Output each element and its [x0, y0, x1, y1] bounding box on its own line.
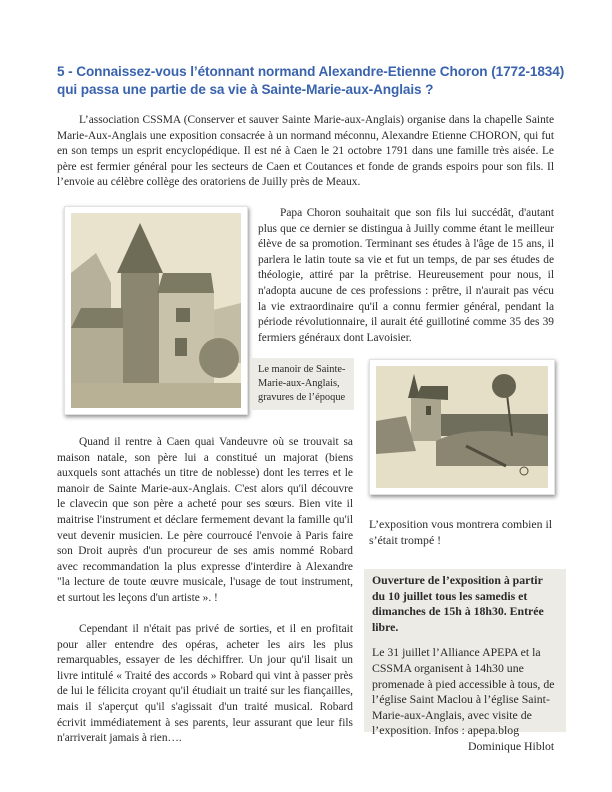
- article-title: 5 - Connaissez-vous l’étonnant normand Alexandre-Etienne Choron (1772-1834) qui passa une partie de sa vie à Sainte-Marie-aux-Anglais ?: [57, 64, 565, 97]
- walk-announcement: Le 31 juillet l’Alliance APEPA et la CSSMA organisent à 14h30 une promenade à pied accessible à tous, de l’église Saint Maclou à l’église Saint-Marie-aux-Anglais, avec visite de l’exposition. Infos : apepa.blog: [372, 645, 555, 738]
- manor-landscape-illustration: [376, 366, 548, 488]
- caen-return-paragraph: Quand il rentre à Caen quai Vandeuvre où se trouvait sa maison natale, son père lui a constitué un majorat (biens auxquels sont attachés un titre de noblesse) dont les terres et le manoir de Sainte Marie-aux-Anglais. C'est alors qu'il découvre le clavecin que son père a acheté pour ses sœurs. Bien vite il maitrise l'instrument et déclare fermement devant la famille qu'il veut devenir musicien. Le père courroucé l'envoie à Paris faire son Droit auprès d'un procureur de ses amis nommé Robard avec recommandation la plus expresse d'interdire à Alexandre "la lecture de toute œuvre musicale, l'usage de tout instrument, et surtout les leçons d'un artiste ». !: [57, 436, 353, 604]
- sorties-paragraph: Cependant il n'était pas privé de sorties, et il en profitait pour aller entendre des opéras, acheter les airs les plus remarquables, essayer de les déchiffrer. Un jour qu'il lisait un livre intitulé « Traité des accords » Robard qui vint à passer près de lui le félicita croyant qu'il étudiait un traité sur les fiançailles, mais il s'aperçut qu'il s'agissait d'un traité musical. Robard écrivit immédiatement à ses parents, leur assurant que leur fils n'arriverait jamais à rien….: [57, 623, 353, 745]
- engraving-manor-landscape: [369, 359, 555, 495]
- exhibition-info-box: [364, 569, 566, 738]
- image-caption: Le manoir de Sainte-Marie-aux-Anglais, gravures de l’époque: [250, 358, 354, 410]
- engraving-manor-tower: [64, 206, 248, 415]
- exposition-teaser: L’exposition vous montrera combien il s’était trompé !: [369, 517, 553, 547]
- opening-hours: Ouverture de l’exposition à partir du 10 juillet tous les samedis et dimanches de 15h à 18h30. Entrée libre.: [372, 573, 544, 634]
- choron-father-paragraph: Papa Choron souhaitait que son fils lui succédât, d'autant plus que ce dernier se distingua à Juilly comme étant le meilleur élève de sa promotion. Terminant ses études à l'âge de 15 ans, il parlera le latin toute sa vie et fut un temps, de par ses études de théologie, attiré par la prêtrise. Heureusement pour nous, il n'adopta aucune de ces professions : prêtre, il n'aurait pas vécu la vie extraordinaire qu'il a connu fermier général, pendant la période révolutionnaire, il aurait été guillotiné comme 35 des 39 fermiers généraux dont Lavoisier.: [258, 207, 554, 344]
- intro-paragraph: L’association CSSMA (Conserver et sauver Sainte Marie-aux-Anglais) organise dans la chapelle Sainte Marie-Aux-Anglais une exposition consacrée à un normand méconnu, Alexandre Etienne CHORON, qui fut en son temps un esprit encyclopédique. Il est né à Caen le 21 octobre 1791 dans une famille très aisée. Le père est fermier général pour les secteurs de Caen et Coutances et fonde de grands espoirs pour son fils. Il l’envoie au célèbre collège des oratoriens de Juilly près de Meaux.: [57, 114, 554, 189]
- manor-tower-illustration: [71, 213, 241, 408]
- author-signature: Dominique Hiblot: [468, 739, 555, 753]
